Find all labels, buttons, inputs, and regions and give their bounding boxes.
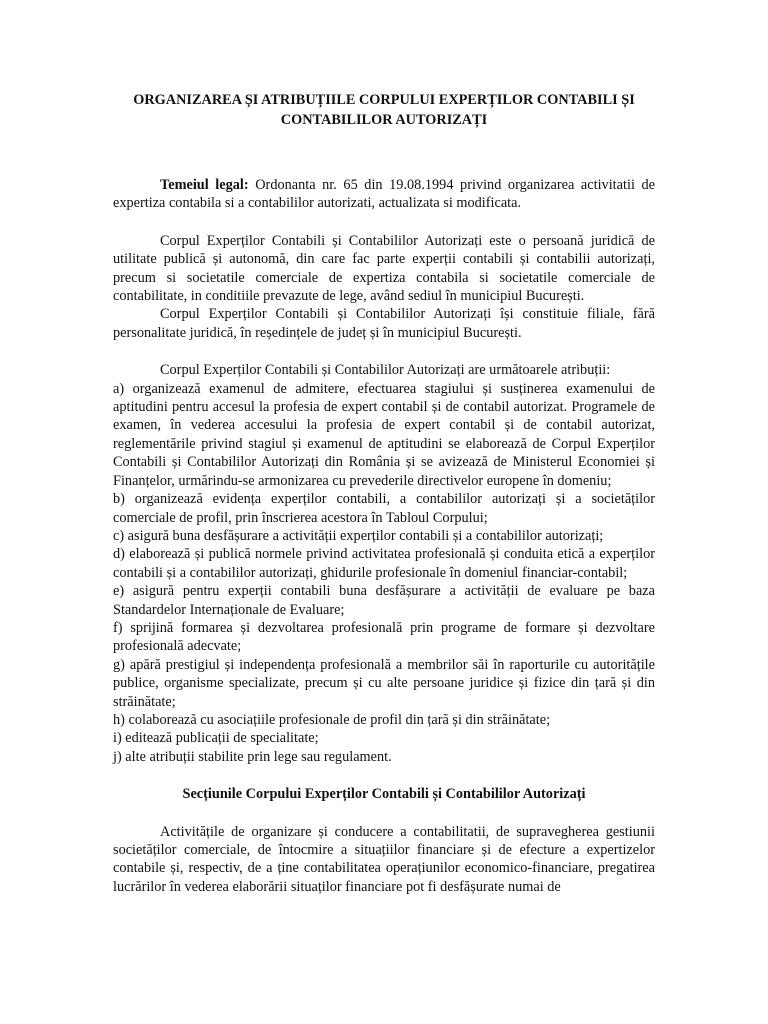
attribution-item: g) apără prestigiul și independența profesională a membrilor săi în raporturile cu autoritățile publice, organisme specializate, precum și cu alte persoane juridice și fizice din țară și din străinătate; <box>113 656 655 710</box>
legal-basis-label: Temeiul legal: <box>160 177 249 193</box>
legal-basis-text: Ordonanta nr. 65 din 19.08.1994 privind organizarea activitatii de expertiza contabila si a contabililor autorizati, actualizata si modificata. <box>113 177 655 212</box>
paragraph-branches: Corpul Experților Contabili și Contabililor Autorizați își constituie filiale, fără personalitate juridică, în reședințele de județ și în municipiul București. <box>113 306 655 341</box>
attribution-item: a) organizează examenul de admitere, efectuarea stagiului și susținerea examenului de aptitudini pentru accesul la profesia de expert contabil și de contabil autorizat. Programele de examen, în vederea accesului la profesia de expert contabil și de contabil autorizat, reglementările privind stagiul și examenul de aptitudini se elaborează de Corpul Experților Contabili și Contabililor Autorizați din România și se avizează de Ministerul Economiei și Finanțelor, urmărindu-se armonizarea cu prevederile directivelor europene în domeniu; <box>113 380 655 489</box>
attribution-item: c) asigură buna desfășurare a activității experților contabili și a contabililor autorizați; <box>113 527 604 544</box>
attribution-item: d) elaborează și publică normele privind activitatea profesională și conduita etică a experților contabili și a contabililor autorizați, ghidurile profesionale în domeniul financiar-contabil; <box>113 546 655 581</box>
attribution-item: j) alte atribuții stabilite prin lege sau regulament. <box>113 748 392 765</box>
section-paragraph: Activitățile de organizare și conducere a contabilitatii, de supravegherea gestiunii societăților comerciale, de întocmire a situațiilor financiare și de efecture a expertizelor contabile și, respectiv, de a ține contabilitatea operațiunilor economico-financiare, pregatirea lucrărilor în vederea elaborării situaților financiare pot fi desfășurate numai de <box>113 823 655 895</box>
attribution-item: e) asigură pentru experții contabili buna desfășurare a activității de evaluare pe baza Standardelor Internaționale de Evaluare; <box>113 583 655 618</box>
document-title <box>113 90 655 130</box>
attribution-item: i) editează publicații de specialitate; <box>113 730 319 747</box>
title-line-2: CONTABILILOR AUTORIZAȚI <box>280 112 488 128</box>
attribution-item: h) colaborează cu asociațiile profesionale de profil din țară și din străinătate; <box>113 711 551 728</box>
legal-basis-paragraph <box>113 176 655 213</box>
attribution-item: f) sprijină formarea și dezvoltarea profesională prin programe de formare și dezvoltare profesională adecvate; <box>113 619 655 655</box>
attributions-intro: Corpul Experților Contabili și Contabililor Autorizați are următoarele atribuții: <box>160 362 611 379</box>
paragraph-legal-status: Corpul Experților Contabili și Contabililor Autorizați este o persoană juridică de utilitate publică și autonomă, din care fac parte experții contabili și contabilii autorizați, precum si societatile comerciale de expertiza contabila si societatile comerciale de contabilitate, in conditiile prevazute de lege, având sediul în municipiul București. <box>113 232 655 305</box>
attribution-item: b) organizează evidența experților contabili, a contabililor autorizați și a societăților comerciale de profil, prin înscrierea acestora în Tabloul Corpului; <box>113 491 655 526</box>
document-body <box>113 176 655 896</box>
attributions-list <box>113 380 655 767</box>
title-line-1: ORGANIZAREA ȘI ATRIBUȚIILE CORPULUI EXPERȚILOR CONTABILI ȘI <box>133 92 635 108</box>
section-heading: Secțiunile Corpului Experților Contabili și Contabililor Autorizați <box>182 786 586 803</box>
